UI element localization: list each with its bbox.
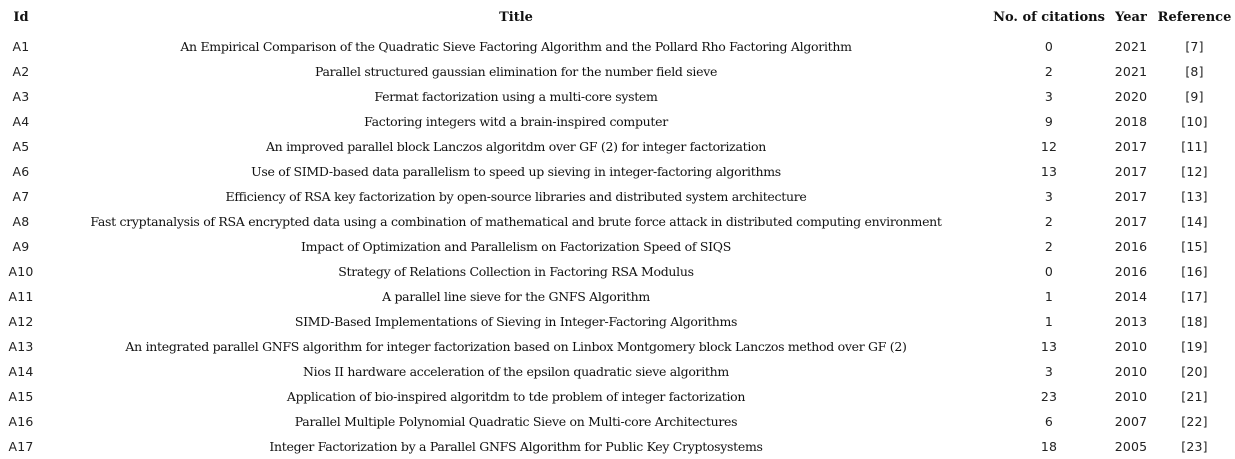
table-row	[0, 134, 1235, 159]
cell-citations: 0	[1044, 264, 1054, 279]
cell-title: Parallel Multiple Polynomial Quadratic Sieve on Multi-core Architectures	[294, 414, 738, 429]
cell-year: 2016	[1114, 264, 1148, 279]
cell-year: 2005	[1114, 439, 1148, 454]
cell-citations: 2	[1044, 214, 1054, 229]
cell-year: 2021	[1114, 39, 1148, 54]
table-row	[0, 159, 1235, 184]
cell-id: A11	[8, 289, 34, 304]
cell-citations: 0	[1044, 39, 1054, 54]
cell-title: Fast cryptanalysis of RSA encrypted data using a combination of mathematical and brute force attack in distributed computing environment	[90, 214, 942, 229]
cell-reference: [11]	[1181, 139, 1208, 154]
cell-id: A12	[8, 314, 34, 329]
cell-reference: [9]	[1185, 89, 1204, 104]
cell-citations: 18	[1040, 439, 1058, 454]
cell-citations: 1	[1044, 314, 1054, 329]
table-row	[0, 384, 1235, 409]
cell-year: 2014	[1114, 289, 1148, 304]
cell-reference: [8]	[1185, 64, 1204, 79]
cell-title: Parallel structured gaussian elimination for the number field sieve	[314, 64, 718, 79]
table-row	[0, 34, 1235, 59]
header-title: Title	[499, 9, 533, 25]
cell-citations: 13	[1040, 164, 1058, 179]
cell-title: Nios II hardware acceleration of the epsilon quadratic sieve algorithm	[303, 364, 729, 379]
cell-year: 2010	[1114, 339, 1148, 354]
cell-title: SIMD-Based Implementations of Sieving in Integer-Factoring Algorithms	[294, 314, 738, 329]
cell-id: A5	[12, 139, 30, 154]
cell-reference: [17]	[1181, 289, 1208, 304]
header-row	[0, 0, 1235, 34]
cell-citations: 3	[1044, 189, 1054, 204]
cell-id: A9	[12, 239, 30, 254]
header-reference: Reference	[1157, 9, 1232, 25]
cell-title: Strategy of Relations Collection in Factoring RSA Modulus	[338, 264, 694, 279]
cell-reference: [10]	[1181, 114, 1208, 129]
cell-reference: [23]	[1181, 439, 1208, 454]
cell-citations: 23	[1040, 389, 1058, 404]
table-row	[0, 259, 1235, 284]
cell-id: A6	[12, 164, 30, 179]
table-row	[0, 59, 1235, 84]
cell-citations: 6	[1044, 414, 1054, 429]
cell-year: 2010	[1114, 364, 1148, 379]
table-body	[0, 34, 1235, 459]
cell-id: A8	[12, 214, 30, 229]
cell-reference: [22]	[1181, 414, 1208, 429]
cell-reference: [14]	[1181, 214, 1208, 229]
table-row	[0, 309, 1235, 334]
cell-title: Fermat factorization using a multi-core system	[374, 89, 658, 104]
table-row	[0, 84, 1235, 109]
cell-id: A17	[8, 439, 34, 454]
table-row	[0, 109, 1235, 134]
cell-reference: [12]	[1181, 164, 1208, 179]
header-citations: No. of citations	[993, 9, 1105, 25]
cell-citations: 13	[1040, 339, 1058, 354]
cell-year: 2018	[1114, 114, 1148, 129]
cell-year: 2007	[1114, 414, 1148, 429]
cell-title: Impact of Optimization and Parallelism on Factorization Speed of SIQS	[301, 239, 731, 254]
table-row	[0, 359, 1235, 384]
table-row	[0, 334, 1235, 359]
cell-id: A2	[12, 64, 30, 79]
cell-year: 2010	[1114, 389, 1148, 404]
cell-id: A7	[12, 189, 30, 204]
cell-year: 2013	[1114, 314, 1148, 329]
cell-reference: [19]	[1181, 339, 1208, 354]
cell-title: An improved parallel block Lanczos algoritdm over GF (2) for integer factorization	[265, 139, 767, 154]
cell-id: A10	[8, 264, 34, 279]
table-row	[0, 209, 1235, 234]
cell-reference: [7]	[1185, 39, 1204, 54]
cell-year: 2017	[1114, 189, 1148, 204]
cell-id: A4	[12, 114, 30, 129]
cell-citations: 9	[1044, 114, 1054, 129]
cell-id: A1	[12, 39, 30, 54]
cell-citations: 12	[1040, 139, 1058, 154]
cell-year: 2016	[1114, 239, 1148, 254]
table-row	[0, 184, 1235, 209]
cell-title: Factoring integers witd a brain-inspired computer	[364, 114, 668, 129]
table-row	[0, 409, 1235, 434]
cell-year: 2017	[1114, 214, 1148, 229]
cell-reference: [20]	[1181, 364, 1208, 379]
cell-year: 2020	[1114, 89, 1148, 104]
table-row	[0, 284, 1235, 309]
cell-id: A15	[8, 389, 34, 404]
cell-title: An Empirical Comparison of the Quadratic Sieve Factoring Algorithm and the Pollard Rho Factoring Algorithm	[180, 39, 852, 54]
cell-title: Efficiency of RSA key factorization by open-source libraries and distributed system architecture	[225, 189, 807, 204]
cell-reference: [21]	[1181, 389, 1208, 404]
header-year: Year	[1115, 9, 1147, 25]
cell-citations: 3	[1044, 89, 1054, 104]
cell-id: A3	[12, 89, 30, 104]
cell-year: 2017	[1114, 164, 1148, 179]
cell-id: A14	[8, 364, 34, 379]
cell-title: A parallel line sieve for the GNFS Algorithm	[382, 289, 650, 304]
cell-citations: 3	[1044, 364, 1054, 379]
cell-year: 2017	[1114, 139, 1148, 154]
cell-id: A13	[8, 339, 34, 354]
cell-reference: [18]	[1181, 314, 1208, 329]
table-row	[0, 234, 1235, 259]
cell-title: Use of SIMD-based data parallelism to speed up sieving in integer-factoring algorithms	[251, 164, 781, 179]
header-id: Id	[13, 9, 29, 25]
cell-id: A16	[8, 414, 34, 429]
cell-title: Application of bio-inspired algoritdm to tde problem of integer factorization	[286, 389, 746, 404]
cell-title: Integer Factorization by a Parallel GNFS Algorithm for Public Key Cryptosystems	[269, 439, 763, 454]
cell-reference: [15]	[1181, 239, 1208, 254]
cell-citations: 2	[1044, 239, 1054, 254]
cell-year: 2021	[1114, 64, 1148, 79]
cell-reference: [13]	[1181, 189, 1208, 204]
cell-reference: [16]	[1181, 264, 1208, 279]
cell-citations: 1	[1044, 289, 1054, 304]
cell-citations: 2	[1044, 64, 1054, 79]
cell-title: An integrated parallel GNFS algorithm for integer factorization based on Linbox Montgomery block Lanczos method over GF (2)	[125, 339, 907, 354]
table-row	[0, 434, 1235, 459]
